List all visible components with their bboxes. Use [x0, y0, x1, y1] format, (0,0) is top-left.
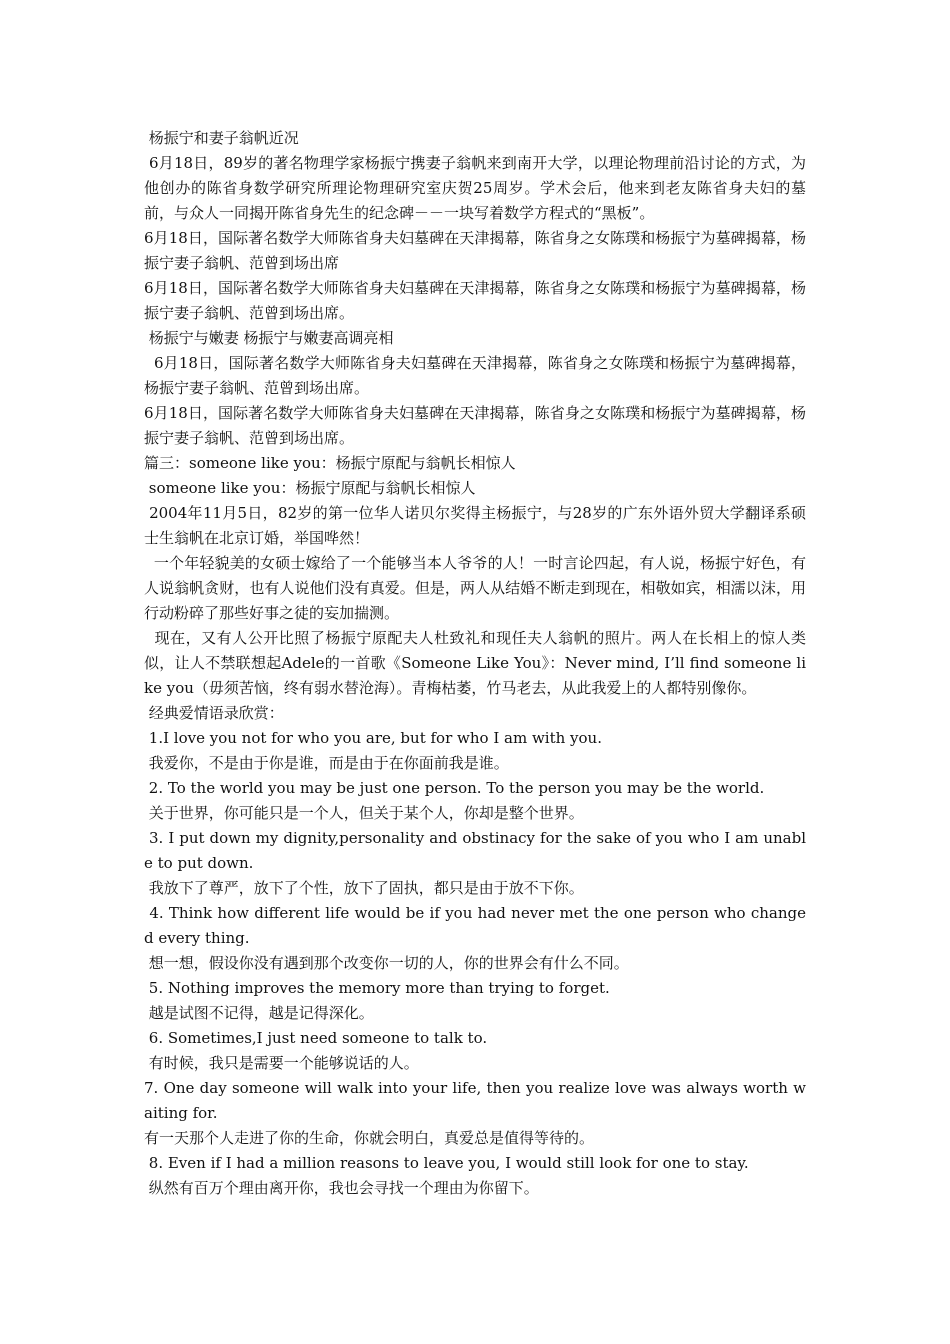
- quote-chinese: 纵然有百万个理由离开你，我也会寻找一个理由为你留下。: [144, 1179, 539, 1197]
- quote-chinese: 越是试图不记得，越是记得深化。: [144, 1004, 374, 1022]
- document-body: [144, 126, 806, 1201]
- title-line: 杨振宁和妻子翁帆近况: [144, 129, 299, 147]
- paragraph: 一个年轻貌美的女硕士嫁给了一个能够当本人爷爷的人！一时言论四起，有人说，杨振宁好色，有人说翁帆贪财，也有人说他们没有真爱。但是，两人从结婚不断走到现在，相敬如宾，相濡以沫，用行动粉碎了那些好事之徒的妄加揣测。: [144, 554, 806, 622]
- section-subheading: someone like you：杨振宁原配与翁帆长相惊人: [144, 479, 476, 497]
- paragraph: 6月18日，国际著名数学大师陈省身夫妇墓碑在天津揭幕，陈省身之女陈璞和杨振宁为墓碑揭幕，杨振宁妻子翁帆、范曾到场出席。: [144, 404, 806, 447]
- quote-english: 2. To the world you may be just one person. To the person you may be the world.: [144, 779, 765, 797]
- quote-english: 6. Sometimes,I just need someone to talk to.: [144, 1029, 488, 1047]
- section-heading: 杨振宁与嫩妻 杨振宁与嫩妻高调亮相: [144, 329, 394, 347]
- quote-english: 4. Think how different life would be if you had never met the one person who changed every thing.: [144, 904, 806, 947]
- section-heading: 篇三：someone like you：杨振宁原配与翁帆长相惊人: [144, 454, 516, 472]
- quotes-heading: 经典爱情语录欣赏：: [144, 704, 284, 722]
- quote-english: 7. One day someone will walk into your life, then you realize love was always worth waiting for.: [144, 1079, 806, 1122]
- quote-chinese: 关于世界，你可能只是一个人，但关于某个人，你却是整个世界。: [144, 804, 584, 822]
- paragraph: 6月18日，国际著名数学大师陈省身夫妇墓碑在天津揭幕，陈省身之女陈璞和杨振宁为墓碑揭幕，杨振宁妻子翁帆、范曾到场出席。: [144, 354, 806, 397]
- paragraph: 6月18日，国际著名数学大师陈省身夫妇墓碑在天津揭幕，陈省身之女陈璞和杨振宁为墓碑揭幕，杨振宁妻子翁帆、范曾到场出席: [144, 229, 806, 272]
- paragraph: 现在，又有人公开比照了杨振宁原配夫人杜致礼和现任夫人翁帆的照片。两人在长相上的惊人类似，让人不禁联想起Adele的一首歌《Someone Like You》：Never mind, I’ll find someone like you（毋须苦恼，终有弱水替沧海）。青梅枯萎，竹马老去，从此我爱上的人都特别像你。: [144, 629, 806, 697]
- quote-chinese: 有时候，我只是需要一个能够说话的人。: [144, 1054, 419, 1072]
- quote-english: 3. I put down my dignity,personality and obstinacy for the sake of you who I am unable to put down.: [144, 829, 806, 872]
- paragraph: 6月18日，国际著名数学大师陈省身夫妇墓碑在天津揭幕，陈省身之女陈璞和杨振宁为墓碑揭幕，杨振宁妻子翁帆、范曾到场出席。: [144, 279, 806, 322]
- quote-chinese: 我爱你，不是由于你是谁，而是由于在你面前我是谁。: [144, 754, 509, 772]
- quote-chinese: 想一想，假设你没有遇到那个改变你一切的人，你的世界会有什么不同。: [144, 954, 629, 972]
- paragraph: 2004年11月5日，82岁的第一位华人诺贝尔奖得主杨振宁，与28岁的广东外语外贸大学翻译系硕士生翁帆在北京订婚，举国哗然！: [144, 504, 806, 547]
- quote-english: 5. Nothing improves the memory more than trying to forget.: [144, 979, 610, 997]
- quote-english: 1.I love you not for who you are, but for who I am with you.: [144, 729, 602, 747]
- quote-chinese: 有一天那个人走进了你的生命，你就会明白，真爱总是值得等待的。: [144, 1129, 595, 1147]
- quote-english: 8. Even if I had a million reasons to leave you, I would still look for one to stay.: [144, 1154, 749, 1172]
- quote-chinese: 我放下了尊严，放下了个性，放下了固执，都只是由于放不下你。: [144, 879, 584, 897]
- paragraph: 6月18日，89岁的著名物理学家杨振宁携妻子翁帆来到南开大学，以理论物理前沿讨论的方式，为他创办的陈省身数学研究所理论物理研究室庆贺25周岁。学术会后，他来到老友陈省身夫妇的墓前，与众人一同揭开陈省身先生的纪念碑－－一块写着数学方程式的“黑板”。: [144, 154, 806, 222]
